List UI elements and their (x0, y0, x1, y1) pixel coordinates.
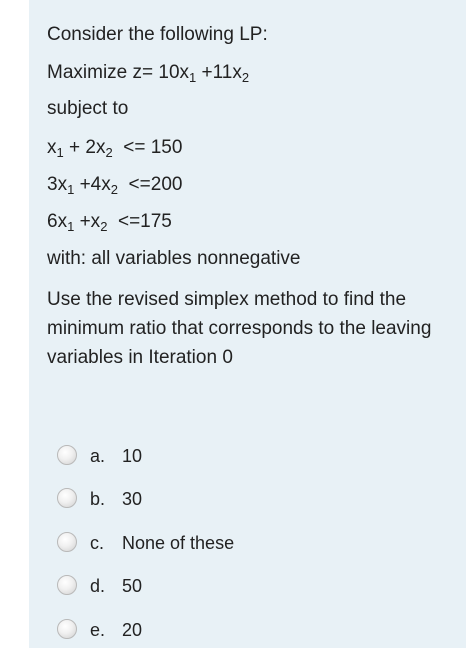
constraint-part: +4x (74, 174, 111, 195)
question-intro: Consider the following LP: (47, 24, 268, 45)
option-text: None of these (122, 533, 235, 553)
constraint-sub: 1 (67, 182, 75, 197)
constraint-rhs: <=175 (107, 211, 172, 232)
constraint-sub: 1 (67, 219, 75, 234)
objective-prefix: Maximize z= 10x (47, 62, 190, 83)
constraint-3 (47, 211, 172, 233)
question-prompt: Use the revised simplex method to find the minimum ratio that corresponds to the leaving variables in Iteration 0 (47, 289, 432, 368)
option-letter: a. (90, 446, 106, 466)
constraint-rhs: <=200 (118, 174, 183, 195)
constraint-2 (47, 174, 182, 196)
radio-button[interactable] (57, 619, 77, 639)
constraint-part: + 2x (63, 137, 106, 158)
constraint-part: 3x (47, 174, 68, 195)
option-text: 30 (122, 489, 143, 509)
objective-sub-2: 2 (241, 70, 250, 85)
answer-option-a[interactable] (57, 443, 317, 469)
option-letter: d. (90, 576, 106, 596)
radio-button[interactable] (57, 488, 77, 508)
answer-option-d[interactable] (57, 573, 317, 599)
radio-button[interactable] (57, 532, 77, 552)
objective-function (47, 62, 249, 84)
constraint-sub: 2 (100, 219, 108, 234)
constraint-part: x (47, 137, 57, 158)
constraint-1 (47, 137, 182, 159)
answer-option-e[interactable] (57, 617, 317, 643)
constraint-part: 6x (47, 211, 68, 232)
radio-button[interactable] (57, 445, 77, 465)
objective-middle: +11x (196, 62, 242, 83)
option-letter: e. (90, 620, 106, 640)
constraint-sub: 1 (56, 145, 64, 160)
option-letter: c. (90, 533, 105, 553)
nonnegativity-statement: with: all variables nonnegative (47, 248, 301, 269)
option-text: 10 (122, 446, 143, 466)
subject-to-label: subject to (47, 98, 129, 119)
constraint-rhs: <= 150 (112, 137, 183, 158)
option-letter: b. (90, 489, 106, 509)
objective-sub-1: 1 (189, 70, 197, 85)
answer-option-b[interactable] (57, 486, 317, 512)
constraint-part: +x (74, 211, 101, 232)
constraint-sub: 2 (105, 145, 113, 160)
radio-button[interactable] (57, 575, 77, 595)
answer-option-c[interactable] (57, 530, 317, 556)
constraint-sub: 2 (110, 182, 118, 197)
option-text: 50 (122, 576, 143, 596)
option-text: 20 (122, 620, 143, 640)
